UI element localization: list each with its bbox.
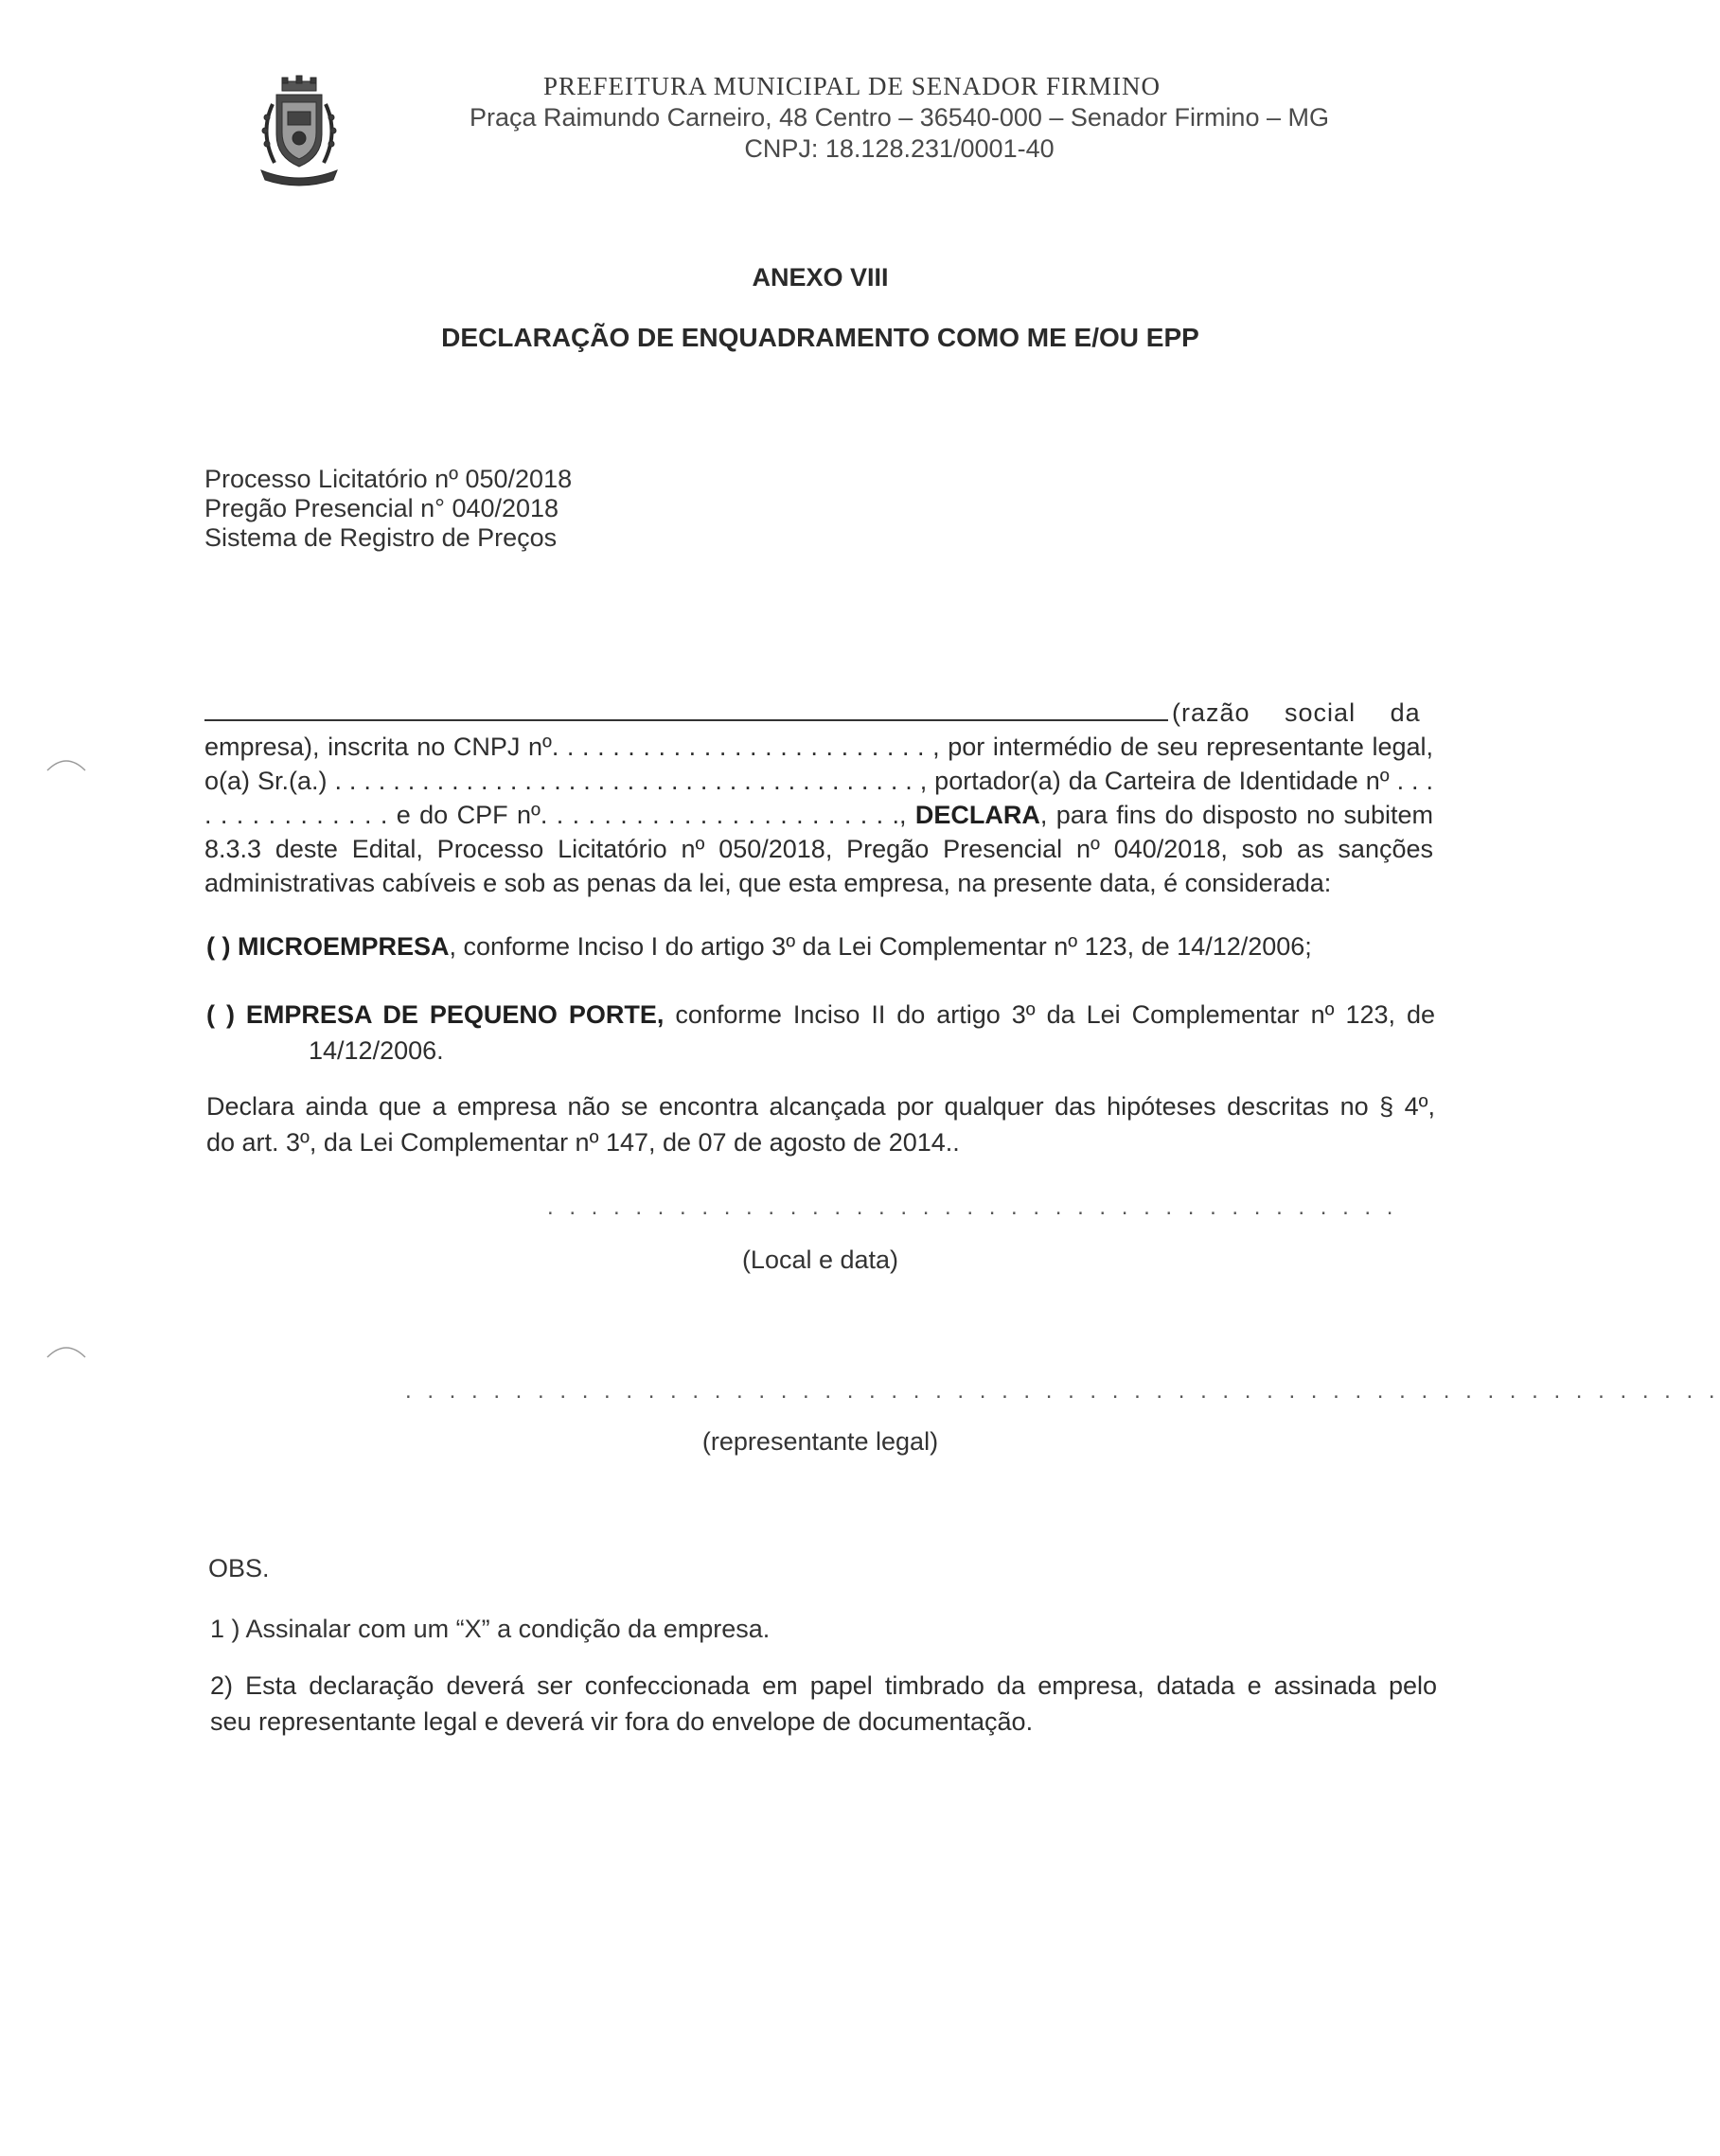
microempresa-checkbox[interactable]: ( ) <box>206 932 231 961</box>
declaration-line <box>204 798 1433 832</box>
punch-mark-icon <box>45 755 87 772</box>
process-number: Processo Licitatório nº 050/2018 <box>204 465 573 493</box>
signature-field[interactable]: . . . . . . . . . . . . . . . . . . . . . . . . . . . . . . . . . . . . . . . . . . . . . . . . . . . . . . . . . . . . <box>405 1378 1720 1404</box>
declaration-line: o(a) Sr.(a.) . . . . . . . . . . . . . . . . . . . . . . . . . . . . . . . . . . . . . . . . , portador(a) da Carteira de Identidade nº . . . <box>204 767 1433 795</box>
price-registry-system: Sistema de Registro de Preços <box>204 523 558 552</box>
company-name-label: (razão social da <box>1172 698 1421 727</box>
microempresa-label: MICROEMPRESA <box>238 932 450 961</box>
declaration-line: administrativas cabíveis e sob as penas da lei, que esta empresa, na presente data, é considerada: <box>204 869 1332 897</box>
epp-checkbox[interactable]: ( ) <box>206 1000 235 1029</box>
obs-label: OBS. <box>208 1554 270 1582</box>
epp-date: 14/12/2006. <box>309 1036 444 1065</box>
company-name-blank[interactable] <box>204 697 1168 721</box>
local-date-field[interactable]: . . . . . . . . . . . . . . . . . . . . . . . . . . . . . . . . . . . . . . . <box>547 1194 1398 1220</box>
declaration-line: empresa), inscrita no CNPJ nº. . . . . . . . . . . . . . . . . . . . . . . . . , por intermédio de seu representante legal, <box>204 733 1433 761</box>
option-microempresa <box>206 928 1435 965</box>
document-title: DECLARAÇÃO DE ENQUADRAMENTO COMO ME E/OU EPP <box>441 323 1199 352</box>
obs-item-1: 1 ) Assinalar com um “X” a condição da empresa. <box>210 1615 771 1643</box>
municipality-cnpj: CNPJ: 18.128.231/0001-40 <box>744 134 1055 163</box>
additional-declaration-line: do art. 3º, da Lei Complementar nº 147, de 07 de agosto de 2014.. <box>206 1128 960 1157</box>
municipality-address: Praça Raimundo Carneiro, 48 Centro – 36540-000 – Senador Firmino – MG <box>470 103 1329 132</box>
local-date-caption: (Local e data) <box>741 1246 899 1274</box>
obs-item-2-line: seu representante legal e deverá vir fora do envelope de documentação. <box>210 1707 1034 1736</box>
epp-label: EMPRESA DE PEQUENO PORTE, <box>245 1000 665 1029</box>
additional-declaration-line: Declara ainda que a empresa não se encontra alcançada por qualquer das hipóteses descritas no § 4º, <box>206 1092 1435 1121</box>
municipal-crest-icon <box>254 76 345 187</box>
annex-number: ANEXO VIII <box>752 263 889 292</box>
auction-number: Pregão Presencial n° 040/2018 <box>204 494 559 522</box>
obs-item-2-line: 2) Esta declaração deverá ser confeccionada em papel timbrado da empresa, datada e assinada pelo <box>210 1671 1437 1700</box>
declaration-paragraph <box>204 696 1433 900</box>
obs-item-2 <box>210 1668 1437 1740</box>
epp-text: conforme Inciso II do artigo 3º da Lei Complementar nº 123, de <box>664 1000 1435 1029</box>
subitem-text: , para fins do disposto no subitem <box>1039 801 1433 829</box>
company-name-line <box>204 696 1433 730</box>
punch-mark-icon <box>45 1342 87 1359</box>
microempresa-text: , conforme Inciso I do artigo 3º da Lei Complementar nº 123, de 14/12/2006; <box>449 932 1312 961</box>
option-epp <box>206 996 1435 1069</box>
legal-representative-caption: (representante legal) <box>701 1427 939 1456</box>
declaration-line: 8.3.3 deste Edital, Processo Licitatório nº 050/2018, Pregão Presencial nº 040/2018, sob as sanções <box>204 835 1433 863</box>
declara-keyword: DECLARA <box>914 801 1040 829</box>
cpf-text: . . . . . . . . . . . . e do CPF nº. . . . . . . . . . . . . . . . . . . . . . ., <box>204 801 915 829</box>
additional-declaration <box>206 1088 1435 1160</box>
municipality-title: PREFEITURA MUNICIPAL DE SENADOR FIRMINO <box>542 72 1161 100</box>
